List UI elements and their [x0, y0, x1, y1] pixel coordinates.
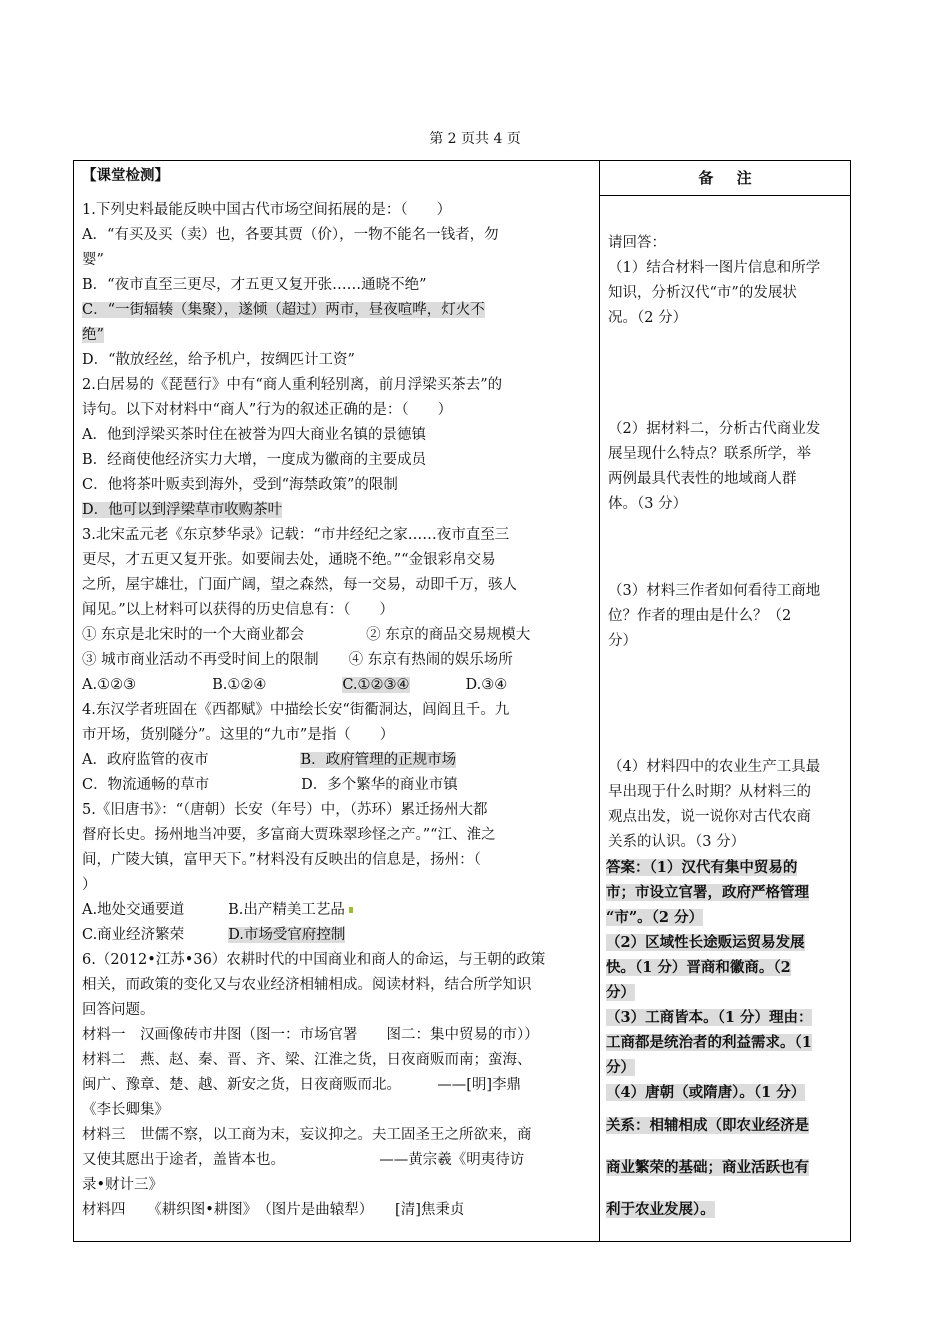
remark-q2-line3: 两例最具代表性的地域商人群	[608, 471, 797, 487]
remark-q2-line1: （2）据材料二，分析古代商业发	[608, 421, 821, 437]
question-1: 1.下列史料最能反映中国古代市场空间拓展的是：（ ）	[82, 202, 452, 218]
material-4: 材料四 《耕织图•耕图》 （图片是曲辕犁） [清]焦秉贞	[82, 1202, 465, 1218]
remark-q4-line3: 观点出发，说一说你对古代农商	[608, 809, 811, 825]
answer-line-10: （4）唐朝（或隋唐）。（1 分）	[606, 1084, 806, 1101]
material-2-cont: 闽广、豫章、楚、越、新安之货，日夜商贩而北。 ——[明]李鼎	[82, 1077, 522, 1093]
q1-option-b: B．“夜市直至三更尽，才五更又复开张……通晓不绝”	[82, 277, 427, 293]
remark-q3-line1: （3）材料三作者如何看待工商地	[608, 583, 821, 599]
q2-option-d: D．他可以到浮梁草市收购茶叶	[82, 502, 283, 518]
q4-option-c: C．物流通畅的草市	[82, 777, 210, 793]
material-3-cont: 又使其愿出于途者，盖皆本也。 ——黄宗羲《明夷待访	[82, 1152, 525, 1168]
green-mark	[349, 907, 353, 913]
q2-option-a: A．他到浮梁买茶时住在被誉为四大商业名镇的景德镇	[82, 427, 426, 443]
question-5-cont-3: ）	[82, 877, 97, 893]
q5-option-d: D.市场受官府控制	[228, 927, 346, 943]
worksheet-table	[73, 160, 851, 1242]
question-3-cont-3: 闻见。”以上材料可以获得的历史信息有：（ ）	[82, 602, 394, 618]
page-number: 第 2 页共 4 页	[429, 131, 521, 147]
answer-line-7: （3）工商皆本。（1 分）理由：	[606, 1009, 813, 1026]
answer-line-9: 分）	[606, 1059, 635, 1076]
q3-statement-2: ② 东京的商品交易规模大	[366, 627, 531, 643]
remark-q4-line1: （4）材料四中的农业生产工具最	[608, 759, 821, 775]
q1-option-d: D．“散放经丝，给予机户，按绸匹计工资”	[82, 352, 355, 368]
remark-q3	[608, 579, 844, 654]
remark-questions	[608, 231, 844, 331]
answer-line-5: 快。（1 分）晋商和徽商。（2	[606, 959, 791, 976]
q5-option-b: B.出产精美工艺品	[228, 902, 345, 918]
column-divider	[599, 161, 600, 1241]
q4-option-b: B．政府管理的正规市场	[300, 752, 457, 768]
answer-line-6: 分）	[606, 984, 635, 1001]
question-2-cont: 诗句。以下对材料中“商人”行为的叙述正确的是：（ ）	[82, 402, 453, 418]
remark-q1-line2: 知识，分析汉代“市”的发展状	[608, 285, 797, 301]
q4-option-d: D．多个繁华的商业市镇	[301, 777, 458, 793]
q5-option-c: C.商业经济繁荣	[82, 927, 185, 943]
question-5: 5.《旧唐书》：“（唐朝）长安（年号）中，（苏环）累迁扬州大都	[82, 802, 488, 818]
question-2: 2.白居易的《琵琶行》中有“商人重利轻别离，前月浮梁买茶去”的	[82, 377, 503, 393]
q5-option-a: A.地处交通要道	[82, 902, 185, 918]
q1-option-a: A．“有买及买（卖）也，各要其贾（价），一物不能名一钱者，勿	[82, 227, 499, 243]
q2-option-c: C．他将茶叶贩卖到海外，受到“海禁政策”的限制	[82, 477, 398, 493]
question-3: 3.北宋孟元老《东京梦华录》记载：“市井经纪之家……夜市直至三	[82, 527, 510, 543]
remark-intro: 请回答：	[608, 235, 666, 251]
remark-q4	[608, 755, 844, 855]
q1-option-a-cont: 婴”	[82, 252, 104, 268]
question-4: 4.东汉学者班固在《西都赋》中描绘长安“街衢洞达，闾阎且千。九	[82, 702, 510, 718]
material-2-source: 《李长卿集》	[82, 1102, 169, 1118]
answer-line-4: （2）区域性长途贩运贸易发展	[606, 934, 805, 951]
q3-option-b: B.①②④	[212, 677, 267, 693]
remark-q2-line4: 体。（3 分）	[608, 496, 688, 512]
remark-q1-line1: （1）结合材料一图片信息和所学	[608, 260, 821, 276]
remark-q4-line2: 早出现于什么时期？从材料三的	[608, 784, 811, 800]
question-4-cont: 市开场，货别隧分”。这里的“九市”是指（ ）	[82, 727, 395, 743]
remark-q1-line3: 况。（2 分）	[608, 310, 688, 326]
question-3-cont-1: 更尽，才五更又复开张。如要闹去处，通晓不绝。”“金银彩帛交易	[82, 552, 496, 568]
q3-statement-1: ① 东京是北宋时的一个大商业都会	[82, 627, 305, 643]
header-divider	[599, 195, 851, 196]
question-3-cont-2: 之所，屋宇雄壮，门面广阔，望之森然，每一交易，动即千万，骇人	[82, 577, 517, 593]
remark-q3-line3: 分）	[608, 633, 637, 649]
answer-line-11: 关系：相辅相成（即农业经济是	[606, 1117, 809, 1134]
classroom-test-column	[82, 163, 590, 1223]
q3-statement-3: ③ 城市商业活动不再受时间上的限制	[82, 652, 319, 668]
q1-option-c-cont: 绝”	[82, 327, 104, 343]
q4-option-a: A．政府监管的夜市	[82, 752, 209, 768]
q1-option-c: C．“一街辐辏（集聚），遂倾（超过）两市，昼夜喧哗，灯火不	[82, 302, 485, 318]
q2-option-b: B．经商使他经济实力大增，一度成为徽商的主要成员	[82, 452, 427, 468]
remark-q2	[608, 417, 844, 517]
answer-line-2: 市；市设立官署，政府严格管理	[606, 884, 809, 901]
q3-option-a: A.①②③	[82, 677, 137, 693]
remark-q4-line4: 关系的认识。（3 分）	[608, 834, 746, 850]
answer-line-8: 工商都是统治者的利益需求。（1	[606, 1034, 812, 1051]
question-6-cont-2: 回答问题。	[82, 1002, 155, 1018]
q3-option-d: D.③④	[465, 677, 508, 693]
material-2: 材料二 燕、赵、秦、晋、齐、梁、江淮之货，日夜商贩而南；蛮海、	[82, 1052, 532, 1068]
q3-statement-4: ④ 东京有热闹的娱乐场所	[348, 652, 513, 668]
material-3: 材料三 世儒不察，以工商为末，妄议抑之。夫工固圣王之所欲来，商	[82, 1127, 532, 1143]
remark-q3-line2: 位？作者的理由是什么？（2	[608, 608, 792, 624]
question-5-cont-1: 督府长史。扬州地当冲要，多富商大贾珠翠珍怪之产。”“江、淮之	[82, 827, 496, 843]
remark-header: 备 注	[698, 169, 753, 187]
material-1: 材料一 汉画像砖市井图（图一：市场官署 图二：集中贸易的市））	[82, 1027, 539, 1043]
answer-line-12: 商业繁荣的基础；商业活跃也有	[606, 1159, 809, 1176]
answer-line-13: 利于农业发展）。	[606, 1201, 715, 1218]
q3-option-c: C.①②③④	[342, 677, 410, 693]
remark-q2-line2: 展呈现什么特点？联系所学，举	[608, 446, 811, 462]
material-3-source: 录•财计三》	[82, 1177, 164, 1193]
section-title: 【课堂检测】	[82, 167, 169, 184]
question-5-cont-2: 间，广陵大镇，富甲天下。”材料没有反映出的信息是，扬州：（	[82, 852, 481, 868]
question-6-cont-1: 相关，而政策的变化又与农业经济相辅相成。阅读材料，结合所学知识	[82, 977, 532, 993]
answer-block	[606, 855, 842, 1231]
answer-line-3: “市”。（2 分）	[606, 909, 704, 926]
answer-line-1: 答案：（1）汉代有集中贸易的	[606, 859, 798, 876]
question-6: 6.（2012•江苏•36）农耕时代的中国商业和商人的命运，与王朝的政策	[82, 952, 546, 968]
